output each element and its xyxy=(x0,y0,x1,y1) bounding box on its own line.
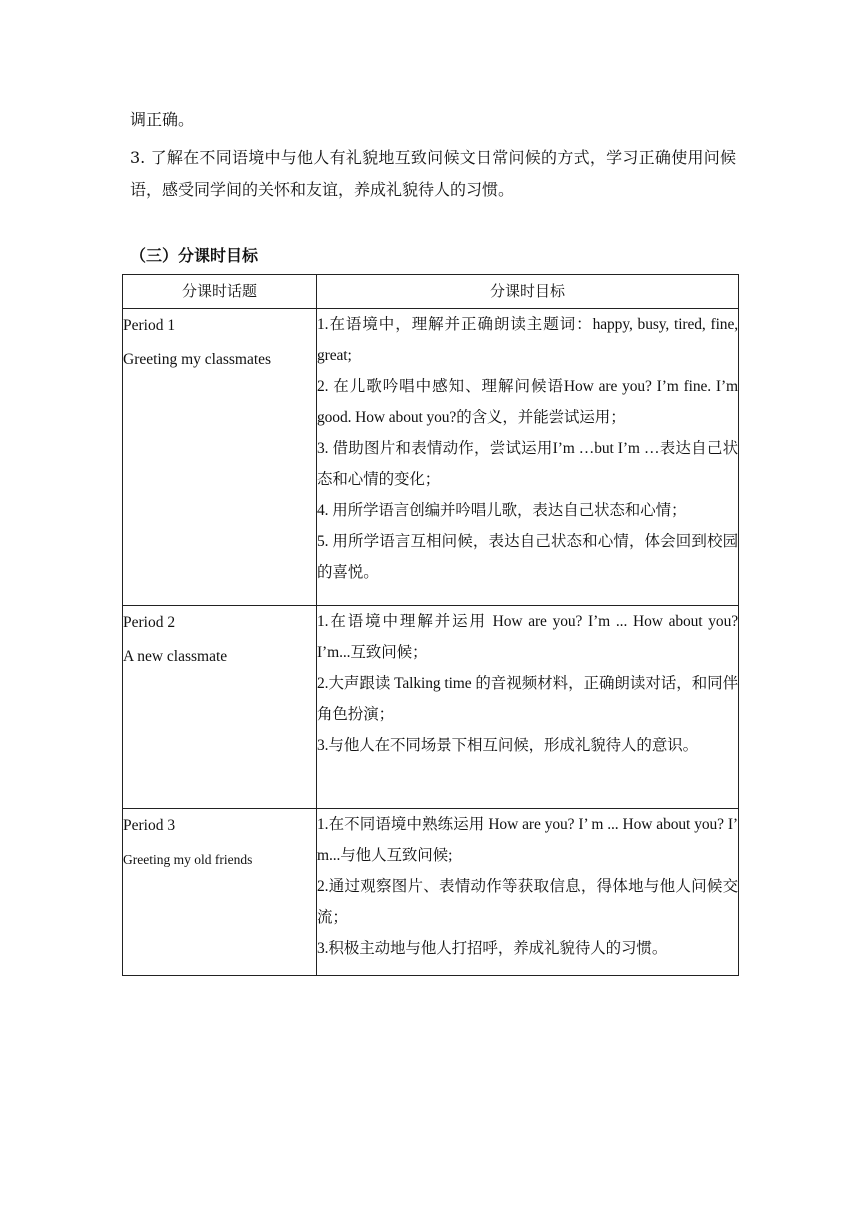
period-label: Period 1 xyxy=(123,317,176,334)
goals-cell xyxy=(317,809,739,976)
table-row xyxy=(123,809,739,976)
period-label: Period 3 xyxy=(123,817,176,834)
topic-cell xyxy=(123,809,317,976)
goal-item: 2.大声跟读 Talking time 的音视频材料，正确朗读对话，和同伴角色扮演； xyxy=(317,675,738,723)
goal-item: 2. 在儿歌吟唱中感知、理解问候语How are you? I’m fine. I’m good. How about you?的含义，并能尝试运用； xyxy=(317,378,738,426)
header-goals: 分课时目标 xyxy=(317,275,739,309)
paragraph-continuation: 调正确。 xyxy=(130,110,195,129)
topic-cell xyxy=(123,309,317,606)
table-row xyxy=(123,606,739,809)
paragraph-point-3: 3. 了解在不同语境中与他人有礼貌地互致问候文日常问候的方式，学习正确使用问候语，感受同学间的关怀和友谊，养成礼貌待人的习惯。 xyxy=(130,148,736,199)
goal-item: 4. 用所学语言创编并吟唱儿歌，表达自己状态和心情； xyxy=(317,502,687,519)
topic-label: A new classmate xyxy=(123,648,228,665)
lesson-goals-table xyxy=(122,274,739,976)
goal-item: 5. 用所学语言互相问候，表达自己状态和心情，体会回到校园的喜悦。 xyxy=(317,533,738,581)
goal-item: 1.在语境中，理解并正确朗读主题词：happy, busy, tired, fine, great; xyxy=(317,316,738,364)
section-heading: （三）分课时目标 xyxy=(130,246,259,265)
topic-label: Greeting my classmates xyxy=(123,351,272,368)
table-row xyxy=(123,309,739,606)
goal-item: 3.积极主动地与他人打招呼，养成礼貌待人的习惯。 xyxy=(317,940,668,957)
goal-item: 1.在语境中理解并运用 How are you? I’m ... How about you? I’m...互致问候； xyxy=(317,613,738,661)
goal-item: 3. 借助图片和表情动作，尝试运用I’m …but I’m …表达自己状态和心情的变化； xyxy=(317,440,738,488)
period-label: Period 2 xyxy=(123,614,176,631)
goal-item: 1.在不同语境中熟练运用 How are you? I’ m ... How about you? I’ m...与他人互致问候; xyxy=(317,816,738,864)
goals-cell xyxy=(317,309,739,606)
goals-cell xyxy=(317,606,739,809)
goal-item: 3.与他人在不同场景下相互问候，形成礼貌待人的意识。 xyxy=(317,737,699,754)
table-header-row xyxy=(123,275,739,309)
topic-label: Greeting my old friends xyxy=(123,852,253,867)
topic-cell xyxy=(123,606,317,809)
goal-item: 2.通过观察图片、表情动作等获取信息，得体地与他人问候交流； xyxy=(317,878,738,926)
header-topic: 分课时话题 xyxy=(123,275,317,309)
